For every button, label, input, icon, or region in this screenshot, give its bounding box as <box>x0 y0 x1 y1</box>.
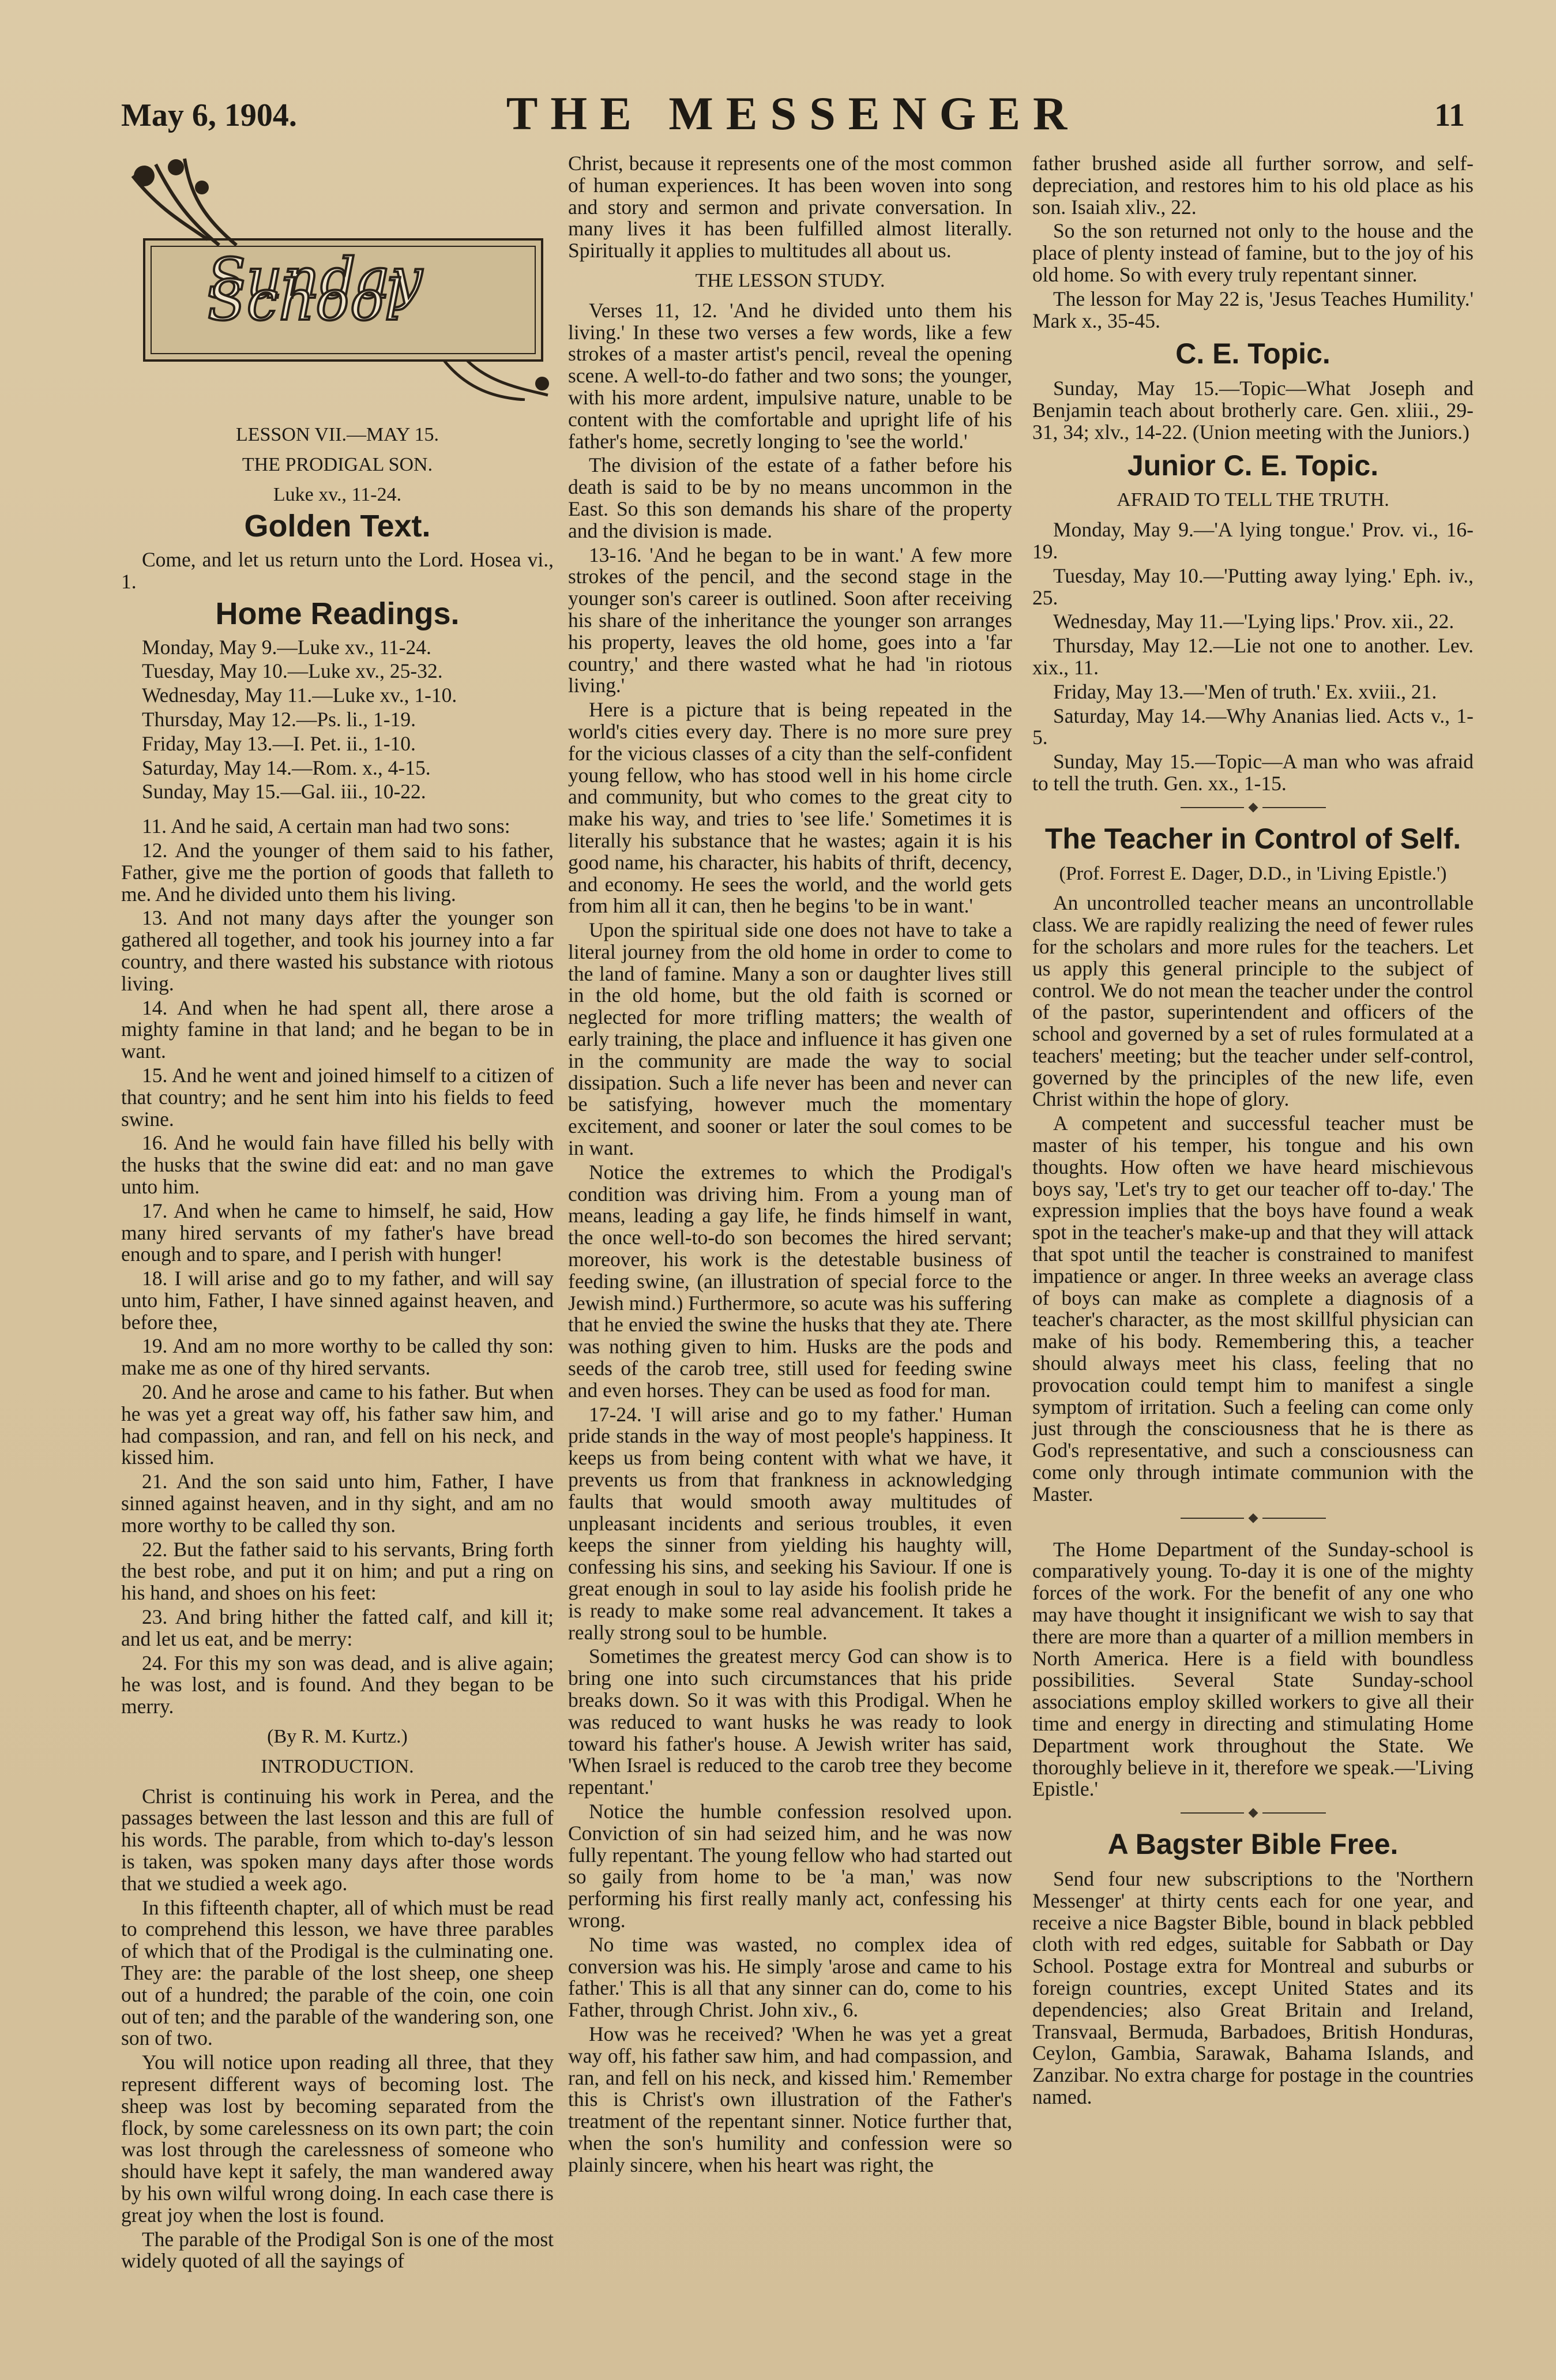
verse: 14. And when he had spent all, there arose a mighty famine in that land; and he began to be in want. <box>121 996 554 1063</box>
study-paragraph: Verses 11, 12. 'And he divided unto them his living.' In these two verses a few words, like a few strokes of a master artist's pencil, reveal the opening scene. A well-to-do father and two sons; the younger, with his more ardent, impulsive nature, unable to be content with the comfortable and upright life of his father's home, secretly longing to 'see the world.' <box>568 298 1012 453</box>
intro-paragraph: In this fifteenth chapter, all of which must be read to comprehend this lesson, we have three parables of which that of the Prodigal is the culminating one. They are: the parable of the lost sheep, one sheep out of a hundred; the parable of the coin, one coin out of ten; and the parable of the wandering son, one son of two. <box>121 1895 554 2050</box>
junior-ce-subtitle: AFRAID TO TELL THE TRUTH. <box>1117 489 1389 511</box>
reading-item: Wednesday, May 11.—Luke xv., 1-10. <box>142 684 457 707</box>
next-lesson-note: The lesson for May 22 is, 'Jesus Teaches Humility.' Mark x., 35-45. <box>1032 287 1474 332</box>
junior-item: Saturday, May 14.—Why Ananias lied. Acts v., 1-5. <box>1032 704 1474 749</box>
reading-item: Thursday, May 12.—Ps. li., 1-19. <box>142 707 416 731</box>
verse: 11. And he said, A certain man had two sons: <box>142 814 510 838</box>
junior-item: Thursday, May 12.—Lie not one to another. Lev. xix., 11. <box>1032 634 1474 679</box>
golden-text: Come, and let us return unto the Lord. Hosea vi., 1. <box>121 548 554 593</box>
reading-item: Sunday, May 15.—Gal. iii., 10-22. <box>142 780 426 804</box>
reading-item: Tuesday, May 10.—Luke xv., 25-32. <box>142 659 443 683</box>
study-paragraph: How was he received? 'When he was yet a great way off, his father saw him, and had compassion, and ran, and fell on his neck, and kissed him.' Remember this is Christ's own illustration of the Father's treatment of the repentant sinner. Notice further that, when the son's humility and confession were so plainly sincere, when his heart was right, the <box>568 2022 1012 2176</box>
column-2 <box>568 153 1012 2179</box>
verse: 15. And he went and joined himself to a citizen of that country; and he sent him into his fields to feed swine. <box>121 1063 554 1131</box>
home-department-paragraph: The Home Department of the Sunday-school is comparatively young. To-day it is one of the mighty forces of the work. For the benefit of any one who may have thought it insignificant we wish to say that there are more than a quarter of a million members in North America. Here is a field with boundless possibilities. Several State Sunday-school associations employ skilled workers to give all their time and energy in directing and stimulating Home Department work throughout the State. We thoroughly believe in it, therefore we speak.—'Living Epistle.' <box>1032 1537 1474 1801</box>
lesson-number: LESSON VII.—MAY 15. <box>235 424 439 445</box>
intro-continued: Christ, because it represents one of the most common of human experiences. It has been woven into song and story and sermon and private conversation. In many lives it has been fulfilled almost literally. Spiritually it applies to multitudes all about us. <box>568 152 1012 262</box>
intro-paragraph: Christ is continuing his work in Perea, and the passages between the last lesson and this are full of his words. The parable, from which to-day's lesson is taken, was spoken many days after those words that we studied a week ago. <box>121 1784 554 1895</box>
verse: 21. And the son said unto him, Father, I have sinned against heaven, and in thy sight, and am no more worthy to be called thy son. <box>121 1470 554 1537</box>
junior-item: Monday, May 9.—'A lying tongue.' Prov. vi., 16-19. <box>1032 518 1474 563</box>
golden-text-heading: Golden Text. <box>244 509 431 544</box>
masthead <box>121 87 1465 156</box>
author-byline: (By R. M. Kurtz.) <box>267 1726 408 1748</box>
verse: 19. And am no more worthy to be called thy son: make me as one of thy hired servants. <box>121 1334 554 1380</box>
verse: 16. And he would fain have filled his belly with the husks that the swine did eat: and no man gave unto him. <box>121 1131 554 1198</box>
reading-item: Friday, May 13.—I. Pet. ii., 1-10. <box>142 731 416 755</box>
intro-paragraph: The parable of the Prodigal Son is one of the most widely quoted of all the sayings of <box>121 2227 554 2273</box>
ce-topic-heading: C. E. Topic. <box>1175 337 1331 370</box>
teacher-paragraph: An uncontrolled teacher means an uncontrollable class. We are rapidly realizing the need of fewer rules for the scholars and more rules for the teachers. Let us apply this general principle to the subject of control. We do not mean the teacher under the control of the pastor, superintendent and officers of the school and governed by a set of rules formulated at a teachers' meeting; but the teacher under self-control, governed by the principles of the new life, even Christ within the hope of glory. <box>1032 891 1474 1111</box>
study-paragraph: So the son returned not only to the house and the place of plenty instead of famine, but to the joy of his old home. So with every truly repentant sinner. <box>1032 219 1474 286</box>
junior-item: Friday, May 13.—'Men of truth.' Ex. xviii., 21. <box>1053 680 1437 703</box>
section-divider <box>1032 804 1474 811</box>
home-readings-heading: Home Readings. <box>215 596 460 631</box>
intro-paragraph: You will notice upon reading all three, that they represent different ways of becoming lost. The sheep was lost by becoming separated from the flock, by some carelessness on its own part; the coin was lost through the carelessness of someone who should have kept it safely, the man wandered away by his own wilful wrong doing. In each case there is great joy when the lost is found. <box>121 2051 554 2227</box>
home-readings-list <box>121 637 554 804</box>
column-1 <box>121 153 554 2274</box>
verse: 12. And the younger of them said to his father, Father, give me the portion of goods that falleth to me. And he divided unto them his living. <box>121 838 554 906</box>
teacher-paragraph: A competent and successful teacher must be master of his temper, his tongue and his own thoughts. How often we have heard mischievous boys say, 'Let's try to get our teacher off to-day.' The expression implies that the boys have found a weak spot in the teacher's make-up and that they will attack that spot until the teacher is constrained to manifest impatience or anger. In three weeks an average class of boys can make as complete a diagnosis of a teacher's character, as the most skillful physician can make of his body. Remembering this, a teacher should always meet his class, feeling that no provocation could tempt him to manifest a single symptom of irritation. Such a feeling can come only just through the consciousness that he is there as God's representative, and such a consciousness can come only through intimate communion with the Master. <box>1032 1112 1474 1506</box>
bagster-bible-heading: A Bagster Bible Free. <box>1107 1828 1399 1861</box>
study-paragraph: The division of the estate of a father before his death is said to be by no means uncommon in the East. So this son demands his share of the property and the division is made. <box>568 453 1012 542</box>
study-paragraph: Notice the humble confession resolved upon. Conviction of sin had seized him, and he was now fully repentant. The young fellow who had started out so gaily from home to be 'a man,' was now performing his first really manly act, confessing his wrong. <box>568 1799 1012 1932</box>
study-paragraph: Sometimes the greatest mercy God can show is to bring one into such circumstances that his pride breaks down. So it was with this Prodigal. When he was reduced to want husks he was ready to look toward his father's house. A Jewish writer has said, 'When Israel is reduced to the carob tree they become repentant.' <box>568 1645 1012 1799</box>
study-paragraph: 17-24. 'I will arise and go to my father.' Human pride stands in the way of most people's happiness. It keeps us from being content with what we have, it prevents us from that frankness in acknowledging faults that would smooth away multitudes of unpleasant incidents and serious troubles, it even keeps the sinner from yielding his haughty will, confessing his sins, and seeking his Saviour. If one is great enough in soul to lay aside his foolish pride he is ready to make some real advancement. It takes a really strong soul to be humble. <box>568 1402 1012 1644</box>
study-continued: father brushed aside all further sorrow, and self-depreciation, and restores him to his old place as his son. Isaiah xliv., 22. <box>1032 152 1474 219</box>
study-paragraph: No time was wasted, no complex idea of conversion was his. He simply 'arose and came to his father.' This is all that any sinner can do, come to his Father, through Christ. John xiv., 6. <box>568 1932 1012 2022</box>
issue-date: May 6, 1904. <box>121 97 297 133</box>
teacher-article-heading: The Teacher in Control of Self. <box>1044 822 1461 855</box>
verse: 23. And bring hither the fatted calf, and kill it; and let us eat, and be merry: <box>121 1605 554 1650</box>
reading-item: Monday, May 9.—Luke xv., 11-24. <box>142 635 431 659</box>
reading-item: Saturday, May 14.—Rom. x., 4-15. <box>142 756 431 779</box>
section-divider <box>1032 1810 1474 1816</box>
introduction-heading: INTRODUCTION. <box>261 1755 414 1777</box>
junior-ce-heading: Junior C. E. Topic. <box>1127 449 1379 482</box>
junior-item: Wednesday, May 11.—'Lying lips.' Prov. xii., 22. <box>1053 610 1454 633</box>
verse: 17. And when he came to himself, he said, How many hired servants of my father's have bread enough and to spare, and I perish with hunger! <box>121 1199 554 1266</box>
logo-lettering: Sunday School <box>208 246 424 333</box>
study-paragraph: 13-16. 'And he began to be in want.' A few more strokes of the pencil, and the second stage in the younger son's career is outlined. Soon after receiving his share of the inheritance the younger son arranges his property, leaves the old home, goes into a 'far country,' and there wasted what he had 'in riotous living.' <box>568 543 1012 697</box>
study-paragraph: Upon the spiritual side one does not have to take a literal journey from the old home in order to come to the land of famine. Many a son or daughter lives still in the old home, but the old faith is scorned or neglected for more trifling matters; the wealth of early training, the place and influence it has given one in the community are made the way to social dissipation. Such a life never has been and never can be satisfying, however much the momentary excitement, and sooner or later the soul comes to be in want. <box>568 918 1012 1160</box>
study-paragraph: Notice the extremes to which the Prodigal's condition was driving him. From a young man of means, leading a gay life, he finds himself in want, the once well-to-do son becomes the hired servant; moreover, his work is the detestable business of feeding swine, (an illustration of special force to the Jewish mind.) Furthermore, so acute was his suffering that he envied the swine the husks that they ate. There was nothing given to him. Husks are the pods and seeds of the carob tree, still used for feeding swine and even horses. They can be used as food for man. <box>568 1160 1012 1402</box>
section-divider <box>1032 1515 1474 1522</box>
verse: 18. I will arise and go to my father, and will say unto him, Father, I have sinned against heaven, and before thee, <box>121 1267 554 1334</box>
ce-topic-text: Sunday, May 15.—Topic—What Joseph and Benjamin teach about brotherly care. Gen. xliii., 29-31, 34; xlv., 14-22. (Union meeting with the Juniors.) <box>1032 377 1474 444</box>
newspaper-title: THE MESSENGER <box>506 87 1080 140</box>
column-3 <box>1032 153 1474 2111</box>
study-paragraph: Here is a picture that is being repeated in the world's cities every day. There is no more sure prey for the vicious classes of a city than the self-confident young fellow, who has stood well in his home circle and community, but who comes to the great city to make his way, and tries to 'see life.' Sometimes it is literally his substance that he wastes; again it is his good name, his character, his habits of thrift, decency, and economy. He sees the world, and the world gets from him all it can, then he begins 'to be in want.' <box>568 698 1012 918</box>
bagster-bible-offer: Send four new subscriptions to the 'Northern Messenger' at thirty cents each for one year, and receive a nice Bagster Bible, bound in black pebbled cloth with red edges, suitable for Sabbath or Day School. Postage extra for Montreal and suburbs or foreign countries, except United States and its dependencies; also Great Britain and Ireland, Transvaal, Bermuda, Barbadoes, British Honduras, Ceylon, Gambia, Sarawak, Bahama Islands, and Zanzibar. No extra charge for postage in the countries named. <box>1032 1867 1474 2108</box>
sunday-school-logo <box>121 153 554 401</box>
teacher-article-source: (Prof. Forrest E. Dager, D.D., in 'Living Epistle.') <box>1059 862 1447 884</box>
lesson-study-heading: THE LESSON STUDY. <box>695 269 885 291</box>
junior-item: Tuesday, May 10.—'Putting away lying.' Eph. iv., 25. <box>1032 564 1474 609</box>
junior-item: Sunday, May 15.—Topic—A man who was afraid to tell the truth. Gen. xx., 1-15. <box>1032 750 1474 795</box>
lesson-title: THE PRODIGAL SON. <box>242 453 433 475</box>
verse: 22. But the father said to his servants, Bring forth the best robe, and put it on him; and put a ring on his hand, and shoes on his feet: <box>121 1537 554 1605</box>
verse: 24. For this my son was dead, and is alive again; he was lost, and is found. And they began to be merry. <box>121 1651 554 1718</box>
page-number: 11 <box>1434 97 1465 133</box>
lesson-passage: Luke xv., 11-24. <box>273 483 402 505</box>
verse: 20. And he arose and came to his father. But when he was yet a great way off, his father saw him, and had compassion, and ran, and fell on his neck, and kissed him. <box>121 1380 554 1469</box>
verse: 13. And not many days after the younger son gathered all together, and took his journey into a far country, and there wasted his substance with riotous living. <box>121 906 554 995</box>
